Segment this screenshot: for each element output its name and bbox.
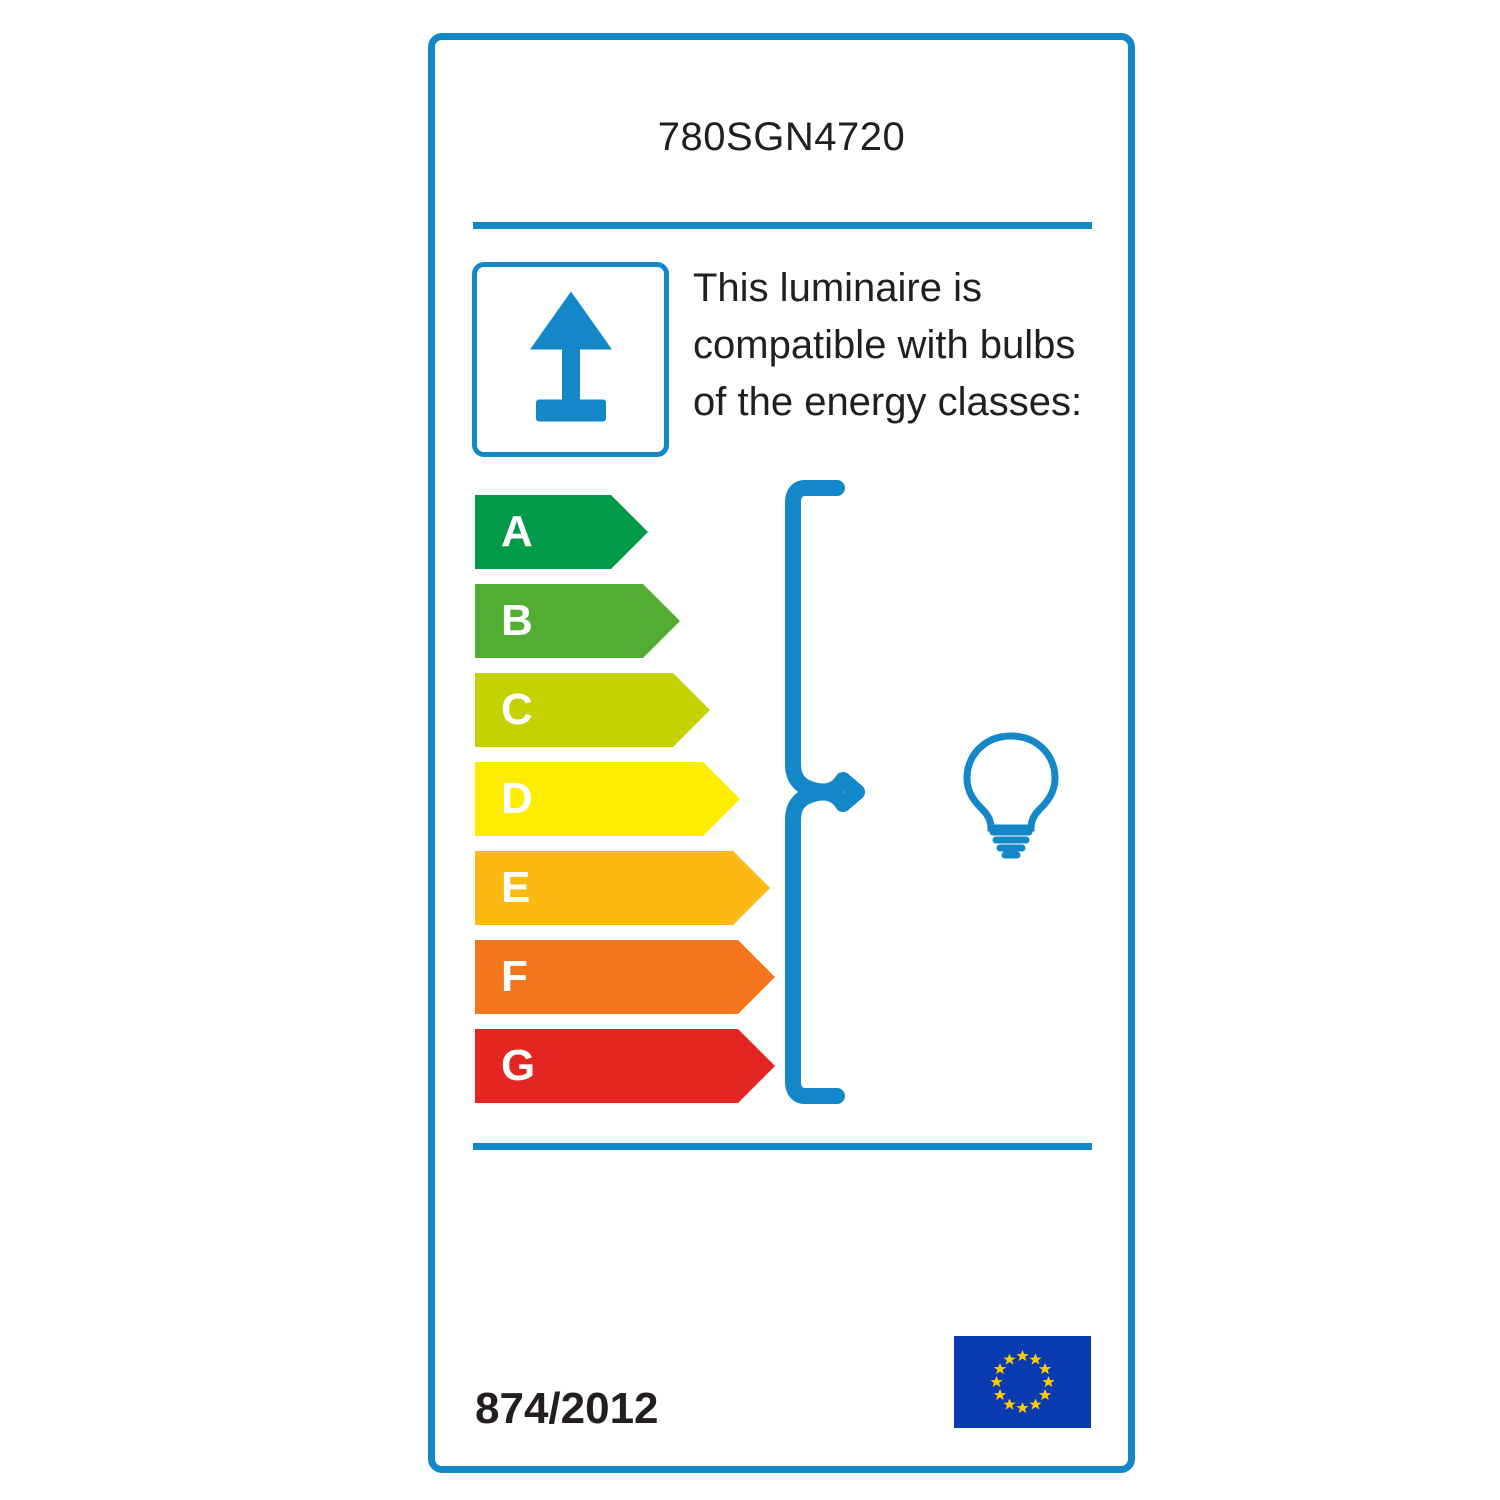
energy-class-arrow-a <box>475 495 775 569</box>
energy-class-letter: D <box>501 774 533 823</box>
energy-class-arrow-g <box>475 1029 775 1103</box>
header-line-2: compatible with bulbs <box>693 323 1076 367</box>
energy-class-letter: F <box>501 952 528 1001</box>
energy-class-letter: C <box>501 685 533 734</box>
curly-brace-icon <box>785 480 905 1105</box>
energy-class-row <box>475 940 775 1014</box>
light-bulb-icon <box>955 730 1067 865</box>
energy-class-letter: G <box>501 1041 536 1090</box>
divider-top <box>473 222 1092 229</box>
header-line-1: This luminaire is <box>693 266 982 310</box>
energy-class-letter: E <box>501 863 531 912</box>
energy-class-arrow-b <box>475 584 775 658</box>
luminaire-pictogram-box <box>472 262 669 457</box>
table-lamp-icon <box>512 287 630 432</box>
divider-bottom <box>473 1143 1092 1150</box>
energy-class-arrow-d <box>475 762 775 836</box>
energy-class-letter: B <box>501 596 533 645</box>
energy-class-row <box>475 851 775 925</box>
header-line-3: of the energy classes: <box>693 380 1083 424</box>
energy-class-row <box>475 673 775 747</box>
energy-class-row <box>475 762 775 836</box>
label-frame <box>428 33 1135 1473</box>
energy-class-arrow-c <box>475 673 775 747</box>
energy-class-row <box>475 1029 775 1103</box>
header-text <box>693 260 1093 431</box>
regulation-number: 874/2012 <box>475 1384 659 1433</box>
energy-class-arrow-e <box>475 851 775 925</box>
energy-class-letter: A <box>501 507 533 556</box>
energy-class-row <box>475 584 775 658</box>
energy-class-row <box>475 495 775 569</box>
energy-class-list <box>475 495 775 1118</box>
eu-flag-icon <box>954 1336 1091 1428</box>
model-code: 780SGN4720 <box>657 115 906 159</box>
energy-class-arrow-f <box>475 940 775 1014</box>
